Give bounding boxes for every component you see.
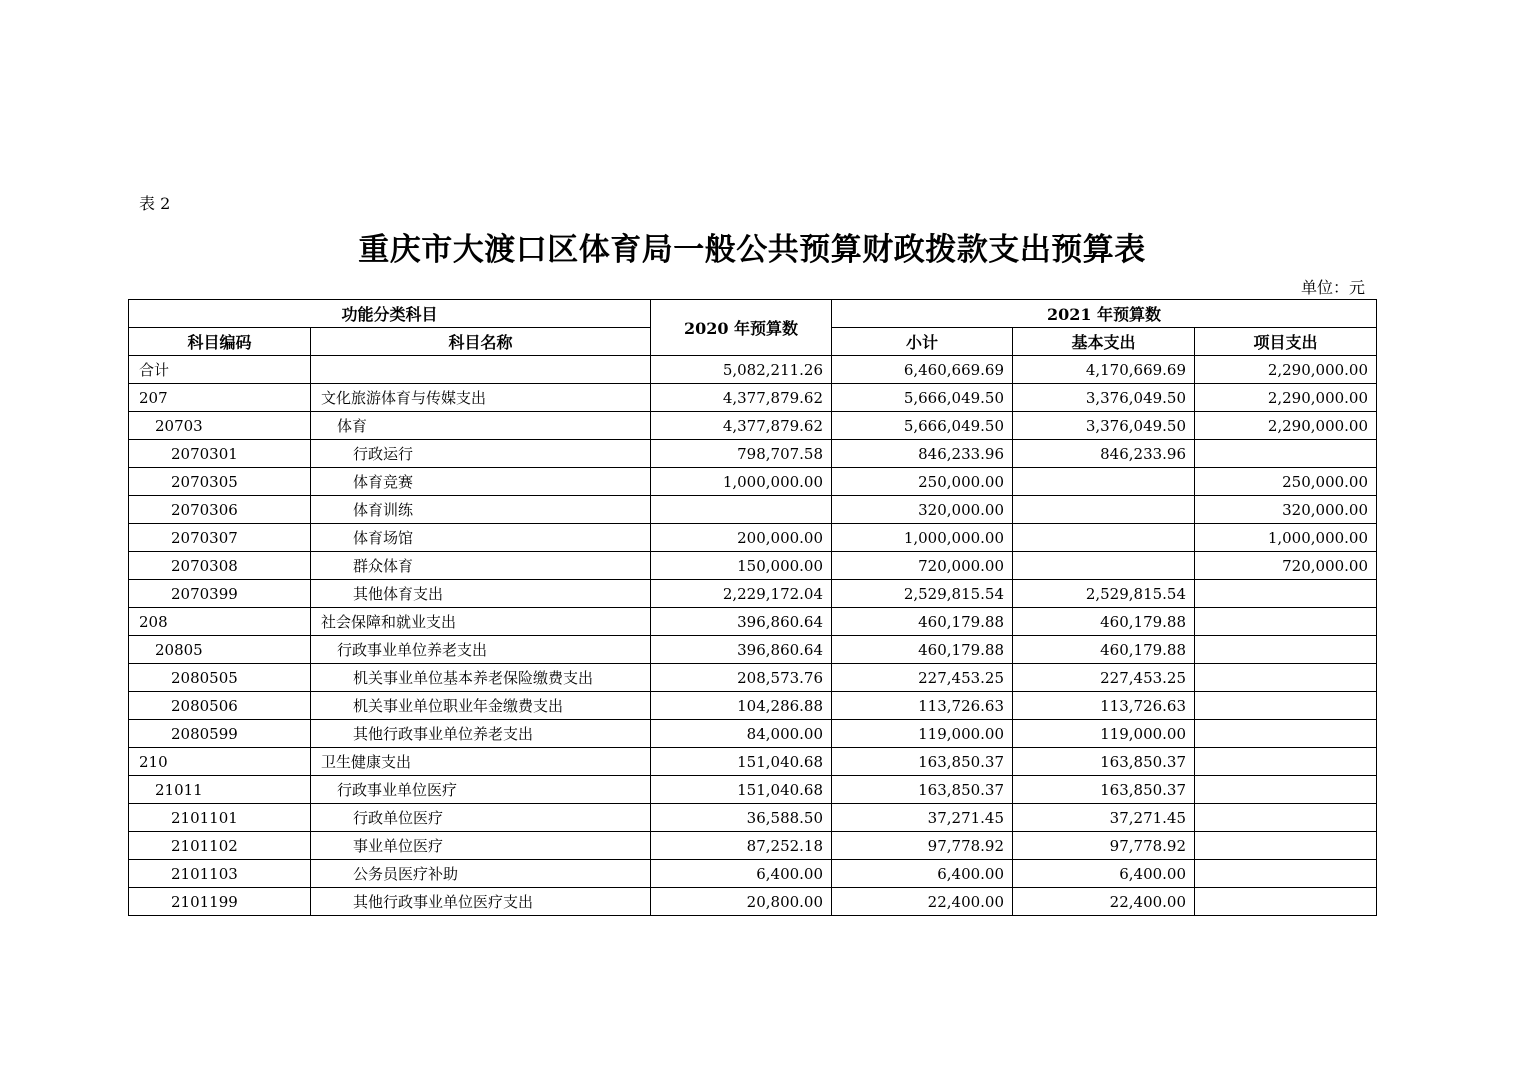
cell-project: 2,290,000.00 xyxy=(1195,412,1377,440)
cell-project: 1,000,000.00 xyxy=(1195,524,1377,552)
table-number: 表 2 xyxy=(139,194,171,213)
cell-name: 其他行政事业单位医疗支出 xyxy=(311,888,651,916)
table-row xyxy=(129,636,1377,664)
table-row xyxy=(129,608,1377,636)
cell-budget-2020: 208,573.76 xyxy=(651,664,832,692)
table-row xyxy=(129,748,1377,776)
cell-budget-2020: 151,040.68 xyxy=(651,748,832,776)
header-budget-2021: 2021 年预算数 xyxy=(832,300,1377,328)
cell-code: 208 xyxy=(129,608,311,636)
cell-code: 2070399 xyxy=(129,580,311,608)
cell-basic: 846,233.96 xyxy=(1013,440,1195,468)
cell-basic: 2,529,815.54 xyxy=(1013,580,1195,608)
cell-project xyxy=(1195,888,1377,916)
cell-name: 行政事业单位养老支出 xyxy=(311,636,651,664)
cell-name: 群众体育 xyxy=(311,552,651,580)
cell-subtotal: 5,666,049.50 xyxy=(832,412,1013,440)
cell-basic: 119,000.00 xyxy=(1013,720,1195,748)
cell-code: 21011 xyxy=(129,776,311,804)
cell-project xyxy=(1195,664,1377,692)
table-row xyxy=(129,860,1377,888)
cell-basic: 22,400.00 xyxy=(1013,888,1195,916)
cell-project xyxy=(1195,748,1377,776)
cell-budget-2020: 200,000.00 xyxy=(651,524,832,552)
cell-project xyxy=(1195,776,1377,804)
cell-budget-2020: 20,800.00 xyxy=(651,888,832,916)
cell-subtotal: 250,000.00 xyxy=(832,468,1013,496)
header-budget-2020: 2020 年预算数 xyxy=(651,300,832,356)
cell-budget-2020: 1,000,000.00 xyxy=(651,468,832,496)
table-row xyxy=(129,552,1377,580)
cell-name: 其他行政事业单位养老支出 xyxy=(311,720,651,748)
table-row xyxy=(129,356,1377,384)
cell-basic xyxy=(1013,496,1195,524)
cell-project xyxy=(1195,636,1377,664)
cell-basic: 6,400.00 xyxy=(1013,860,1195,888)
table-row xyxy=(129,412,1377,440)
table-row xyxy=(129,888,1377,916)
cell-basic: 97,778.92 xyxy=(1013,832,1195,860)
cell-project xyxy=(1195,804,1377,832)
cell-name: 行政事业单位医疗 xyxy=(311,776,651,804)
cell-code: 合计 xyxy=(129,356,311,384)
unit-label: 单位：元 xyxy=(1300,278,1365,297)
cell-project: 320,000.00 xyxy=(1195,496,1377,524)
cell-code: 2070306 xyxy=(129,496,311,524)
cell-name: 体育场馆 xyxy=(311,524,651,552)
cell-name: 其他体育支出 xyxy=(311,580,651,608)
cell-name: 社会保障和就业支出 xyxy=(311,608,651,636)
table-row xyxy=(129,580,1377,608)
cell-budget-2020: 396,860.64 xyxy=(651,608,832,636)
cell-project xyxy=(1195,440,1377,468)
table-row xyxy=(129,664,1377,692)
cell-budget-2020: 4,377,879.62 xyxy=(651,384,832,412)
cell-budget-2020: 87,252.18 xyxy=(651,832,832,860)
cell-budget-2020: 4,377,879.62 xyxy=(651,412,832,440)
table-row xyxy=(129,720,1377,748)
cell-budget-2020: 2,229,172.04 xyxy=(651,580,832,608)
cell-subtotal: 720,000.00 xyxy=(832,552,1013,580)
cell-basic xyxy=(1013,468,1195,496)
document-title: 重庆市大渡口区体育局一般公共预算财政拨款支出预算表 xyxy=(358,232,1146,268)
cell-code: 2101102 xyxy=(129,832,311,860)
table-row xyxy=(129,776,1377,804)
cell-budget-2020: 151,040.68 xyxy=(651,776,832,804)
cell-project: 250,000.00 xyxy=(1195,468,1377,496)
cell-basic: 3,376,049.50 xyxy=(1013,384,1195,412)
cell-code: 2070301 xyxy=(129,440,311,468)
cell-budget-2020: 396,860.64 xyxy=(651,636,832,664)
cell-name: 事业单位医疗 xyxy=(311,832,651,860)
cell-budget-2020: 6,400.00 xyxy=(651,860,832,888)
cell-code: 2080506 xyxy=(129,692,311,720)
table-row xyxy=(129,468,1377,496)
cell-budget-2020: 104,286.88 xyxy=(651,692,832,720)
table-row xyxy=(129,692,1377,720)
table-row xyxy=(129,804,1377,832)
cell-budget-2020: 150,000.00 xyxy=(651,552,832,580)
cell-basic: 37,271.45 xyxy=(1013,804,1195,832)
cell-project xyxy=(1195,860,1377,888)
cell-basic: 460,179.88 xyxy=(1013,636,1195,664)
cell-basic: 163,850.37 xyxy=(1013,748,1195,776)
table-header xyxy=(129,300,1377,356)
cell-basic: 4,170,669.69 xyxy=(1013,356,1195,384)
cell-subtotal: 1,000,000.00 xyxy=(832,524,1013,552)
cell-code: 207 xyxy=(129,384,311,412)
cell-subtotal: 2,529,815.54 xyxy=(832,580,1013,608)
cell-code: 2070308 xyxy=(129,552,311,580)
cell-subtotal: 113,726.63 xyxy=(832,692,1013,720)
cell-basic: 163,850.37 xyxy=(1013,776,1195,804)
cell-basic: 113,726.63 xyxy=(1013,692,1195,720)
cell-name: 体育 xyxy=(311,412,651,440)
cell-name: 机关事业单位基本养老保险缴费支出 xyxy=(311,664,651,692)
cell-code: 2070307 xyxy=(129,524,311,552)
header-subtotal: 小计 xyxy=(832,328,1013,356)
cell-subtotal: 119,000.00 xyxy=(832,720,1013,748)
header-project: 项目支出 xyxy=(1195,328,1377,356)
cell-subtotal: 460,179.88 xyxy=(832,608,1013,636)
cell-project: 720,000.00 xyxy=(1195,552,1377,580)
cell-name: 行政运行 xyxy=(311,440,651,468)
cell-name: 行政单位医疗 xyxy=(311,804,651,832)
table-row xyxy=(129,384,1377,412)
cell-name: 文化旅游体育与传媒支出 xyxy=(311,384,651,412)
cell-code: 2080599 xyxy=(129,720,311,748)
cell-subtotal: 97,778.92 xyxy=(832,832,1013,860)
cell-project xyxy=(1195,580,1377,608)
cell-project xyxy=(1195,832,1377,860)
header-basic: 基本支出 xyxy=(1013,328,1195,356)
cell-project xyxy=(1195,720,1377,748)
cell-subtotal: 37,271.45 xyxy=(832,804,1013,832)
table-body xyxy=(129,356,1377,916)
cell-subtotal: 5,666,049.50 xyxy=(832,384,1013,412)
cell-code: 2080505 xyxy=(129,664,311,692)
cell-budget-2020: 84,000.00 xyxy=(651,720,832,748)
cell-budget-2020: 36,588.50 xyxy=(651,804,832,832)
cell-basic: 227,453.25 xyxy=(1013,664,1195,692)
cell-project: 2,290,000.00 xyxy=(1195,356,1377,384)
cell-code: 20805 xyxy=(129,636,311,664)
cell-subtotal: 227,453.25 xyxy=(832,664,1013,692)
cell-subtotal: 460,179.88 xyxy=(832,636,1013,664)
table-row xyxy=(129,440,1377,468)
cell-subtotal: 320,000.00 xyxy=(832,496,1013,524)
cell-name: 卫生健康支出 xyxy=(311,748,651,776)
header-row-top xyxy=(129,300,1377,328)
cell-name: 体育竞赛 xyxy=(311,468,651,496)
table-row xyxy=(129,832,1377,860)
table-row xyxy=(129,496,1377,524)
cell-name xyxy=(311,356,651,384)
cell-project xyxy=(1195,608,1377,636)
cell-project: 2,290,000.00 xyxy=(1195,384,1377,412)
cell-name: 体育训练 xyxy=(311,496,651,524)
cell-code: 2101103 xyxy=(129,860,311,888)
cell-code: 210 xyxy=(129,748,311,776)
cell-subtotal: 6,400.00 xyxy=(832,860,1013,888)
cell-name: 公务员医疗补助 xyxy=(311,860,651,888)
cell-code: 20703 xyxy=(129,412,311,440)
header-func-category: 功能分类科目 xyxy=(129,300,651,328)
table-row xyxy=(129,524,1377,552)
cell-basic xyxy=(1013,552,1195,580)
cell-basic: 460,179.88 xyxy=(1013,608,1195,636)
cell-subtotal: 6,460,669.69 xyxy=(832,356,1013,384)
header-name: 科目名称 xyxy=(311,328,651,356)
cell-subtotal: 846,233.96 xyxy=(832,440,1013,468)
cell-project xyxy=(1195,692,1377,720)
cell-basic: 3,376,049.50 xyxy=(1013,412,1195,440)
cell-subtotal: 163,850.37 xyxy=(832,776,1013,804)
cell-code: 2101199 xyxy=(129,888,311,916)
header-code: 科目编码 xyxy=(129,328,311,356)
cell-subtotal: 22,400.00 xyxy=(832,888,1013,916)
budget-table xyxy=(128,299,1377,916)
cell-basic xyxy=(1013,524,1195,552)
cell-budget-2020 xyxy=(651,496,832,524)
cell-code: 2101101 xyxy=(129,804,311,832)
cell-subtotal: 163,850.37 xyxy=(832,748,1013,776)
cell-name: 机关事业单位职业年金缴费支出 xyxy=(311,692,651,720)
cell-budget-2020: 798,707.58 xyxy=(651,440,832,468)
cell-budget-2020: 5,082,211.26 xyxy=(651,356,832,384)
cell-code: 2070305 xyxy=(129,468,311,496)
